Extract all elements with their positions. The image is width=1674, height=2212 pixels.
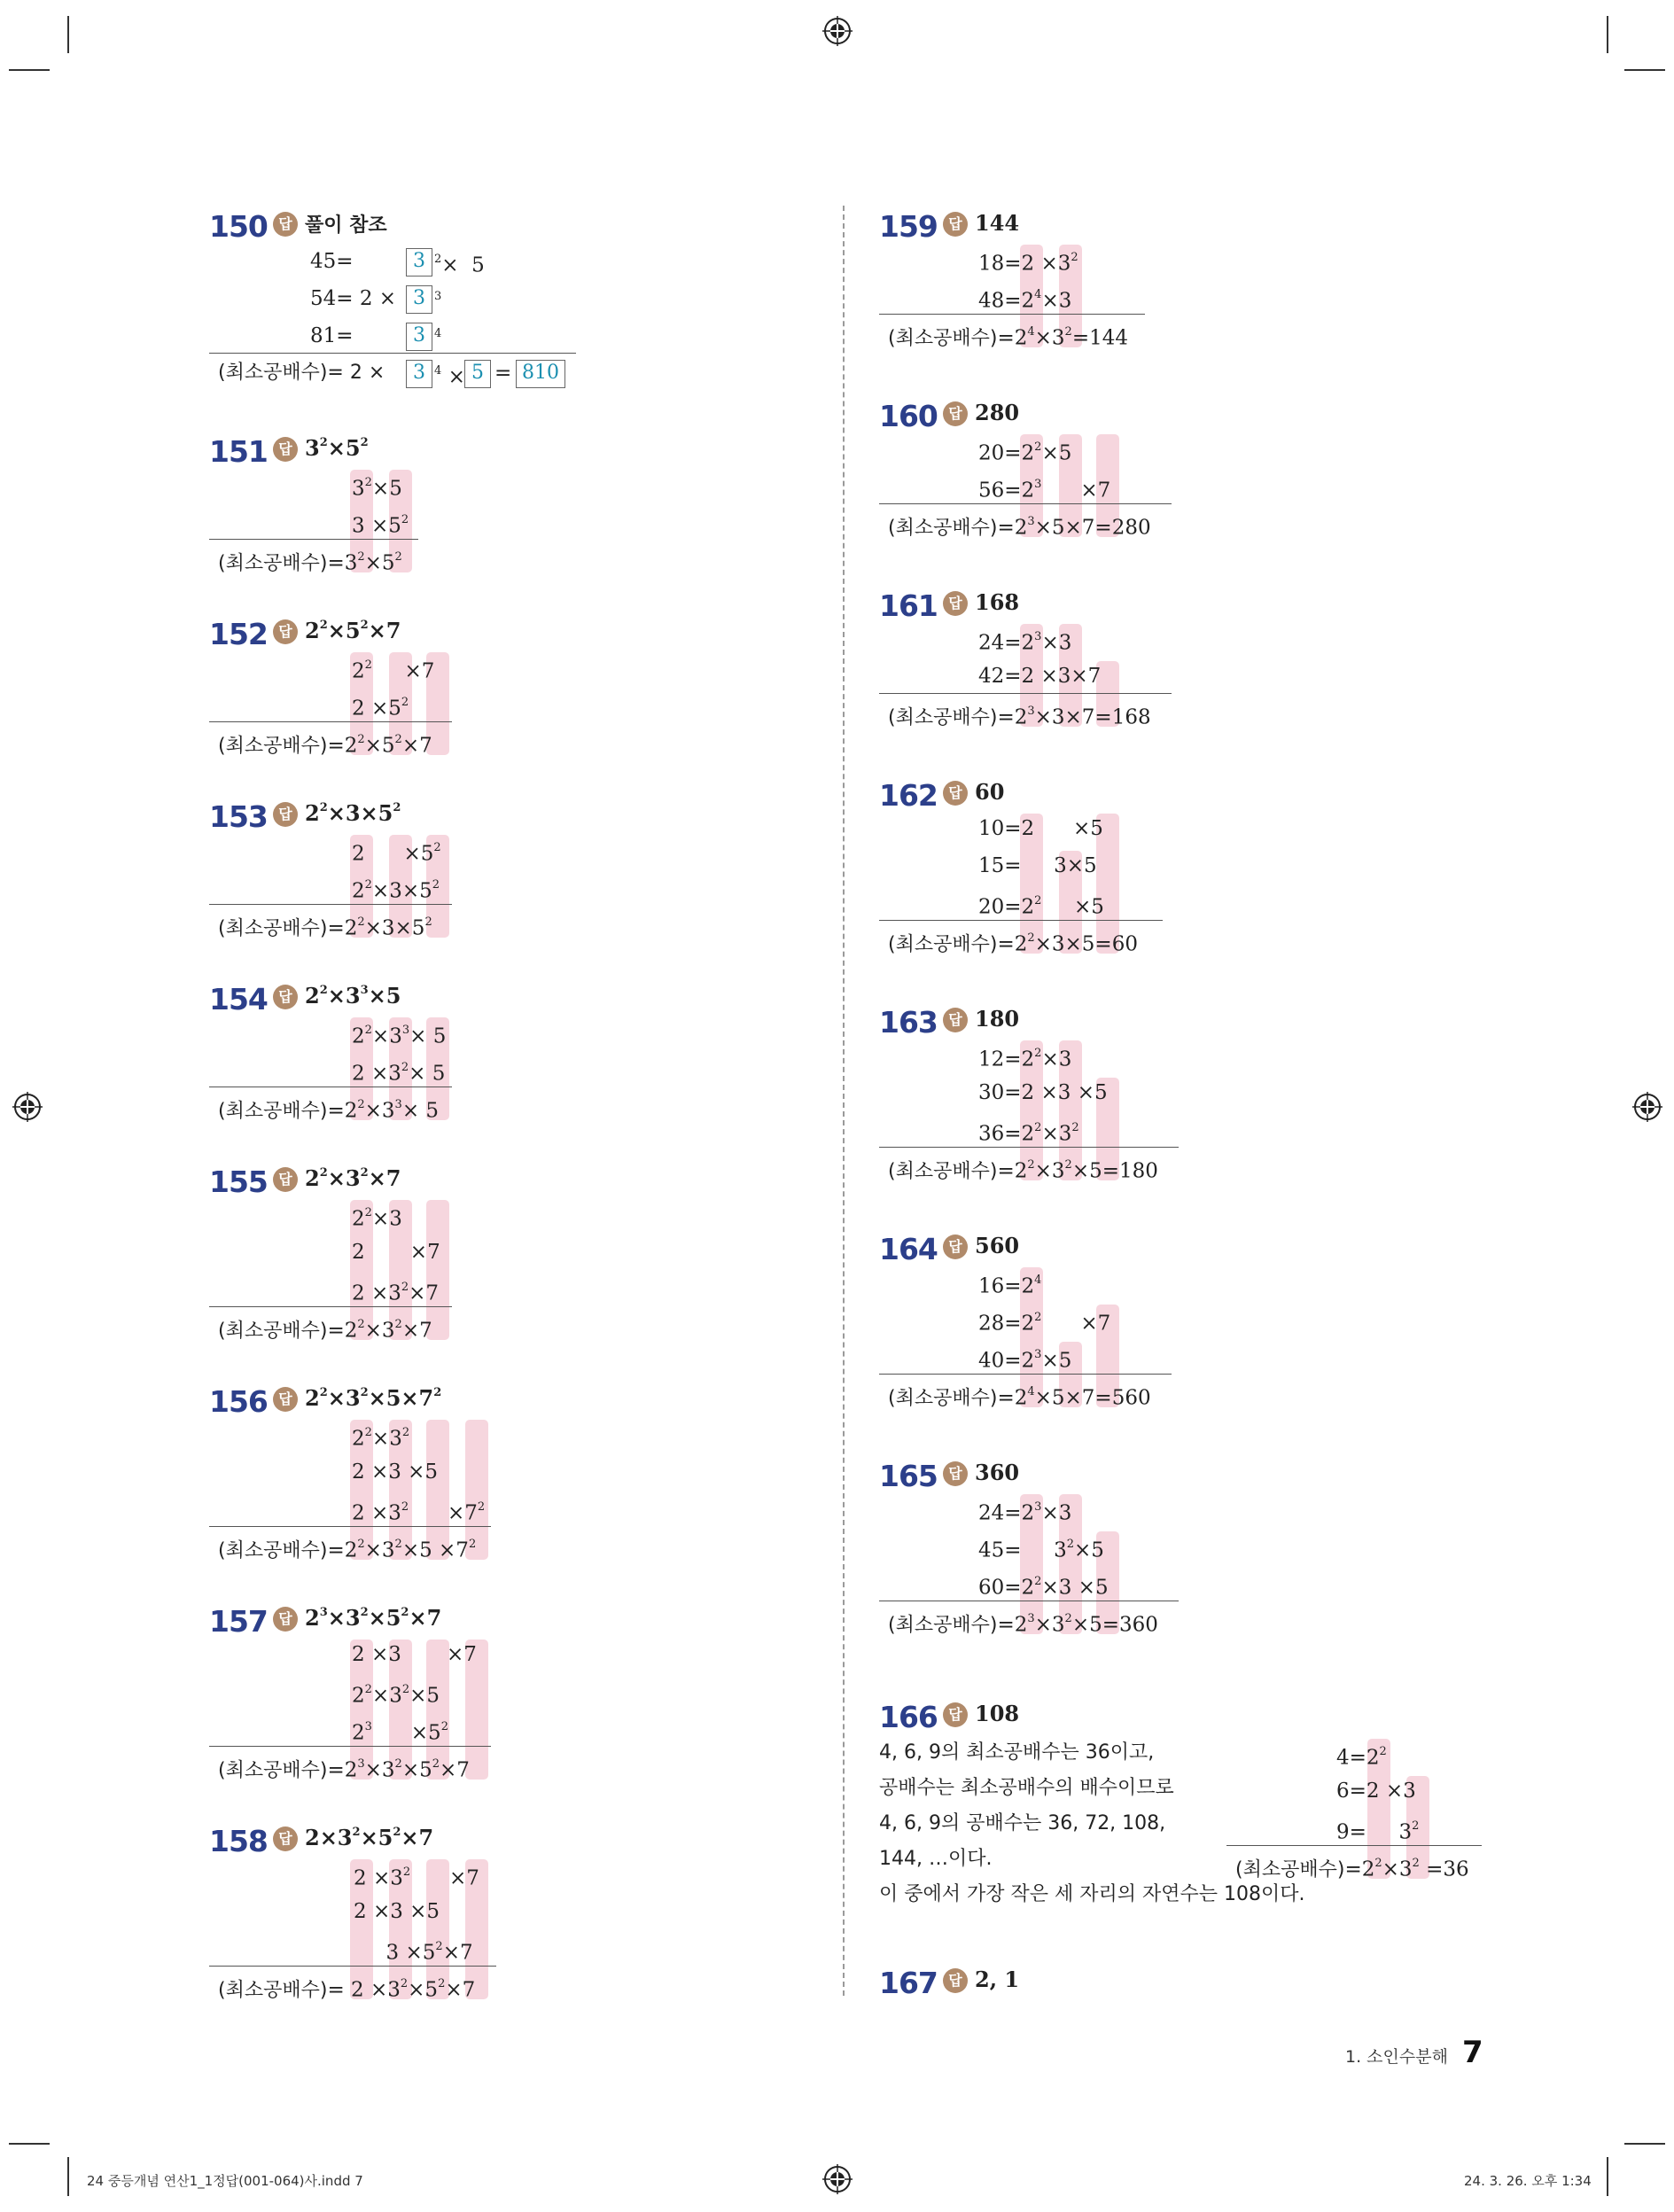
divider-line bbox=[209, 1526, 491, 1527]
page-number: 7 bbox=[1462, 2035, 1483, 2070]
lcm-line: (최소공배수)$=2^2\times 3^2 =36$ bbox=[1235, 1857, 1469, 1881]
factor-line: $2^2\times 3^2\times 5$ bbox=[352, 1683, 440, 1708]
factor-line: $28=2^2$ ×7 bbox=[978, 1311, 1111, 1336]
divider-line bbox=[879, 920, 1163, 921]
factor-line: $2^3$ $\times 5^2$ bbox=[352, 1720, 448, 1745]
factor-line: $2^2\times 3\times 5^2$ bbox=[352, 878, 440, 903]
answer-badge: 답 bbox=[273, 212, 298, 237]
factor-line: $2^2$ ×7 bbox=[352, 658, 435, 683]
answer-badge: 답 bbox=[273, 802, 298, 827]
lcm-label: (최소공배수) bbox=[888, 706, 998, 729]
divider-line bbox=[1226, 1845, 1482, 1846]
answer-text: 풀이 참조 bbox=[305, 214, 387, 237]
crop-mark bbox=[9, 69, 50, 71]
lcm-line: (최소공배수)$=2^4\times 3^2=144$ bbox=[888, 325, 1128, 350]
lcm-label: (최소공배수) bbox=[218, 735, 328, 758]
factor-line: 2 ×7 bbox=[352, 1241, 440, 1264]
crop-mark bbox=[9, 2143, 50, 2145]
factor-line: 42=2 ×3×7 bbox=[978, 665, 1102, 688]
problem-number: 152 bbox=[209, 617, 268, 651]
answer-badge: 답 bbox=[943, 1968, 968, 1993]
factor-line: $36=2^2\times 3^2$ bbox=[978, 1121, 1079, 1146]
lcm-line: (최소공배수)= 2 × bbox=[218, 362, 385, 384]
factor-line bbox=[310, 248, 354, 276]
explanation-line: 4, 6, 9의 공배수는 36, 72, 108, bbox=[879, 1812, 1166, 1834]
answer-text: 180 bbox=[975, 1006, 1020, 1032]
lcm-label: (최소공배수) bbox=[218, 1539, 328, 1562]
crop-mark bbox=[1624, 69, 1665, 71]
divider-line bbox=[209, 353, 576, 354]
column-divider bbox=[843, 206, 845, 1996]
crop-mark bbox=[1624, 2143, 1665, 2145]
lcm-line: (최소공배수)$=2^3\times 3^2\times 5=360$ bbox=[888, 1612, 1158, 1637]
factor-line: $2^2\times 3^3\times 5$ bbox=[352, 1024, 447, 1048]
factor-line: 2 ×3 ×7 bbox=[352, 1643, 477, 1666]
factor-line: $2 \times 3^2\times 5$ bbox=[352, 1061, 446, 1086]
factor-line: 10=2 ×5 bbox=[978, 817, 1103, 840]
problem-number: 166 bbox=[879, 1700, 938, 1734]
factor-line: $4=2^2$ bbox=[1336, 1745, 1387, 1770]
registration-mark-icon bbox=[822, 2164, 853, 2194]
answer-badge: 답 bbox=[943, 1461, 968, 1486]
answer-text: $2\times 3^2\times 5^2\times 7$ bbox=[305, 1825, 434, 1850]
lcm-label: (최소공배수) bbox=[888, 1387, 998, 1410]
answer-badge: 답 bbox=[273, 1607, 298, 1632]
answer-text: 168 bbox=[975, 589, 1020, 615]
problem-number: 162 bbox=[879, 778, 938, 813]
blank-box: 3 bbox=[406, 248, 432, 276]
lcm-label: (최소공배수) bbox=[888, 933, 998, 956]
answer-badge: 답 bbox=[943, 1008, 968, 1032]
divider-line bbox=[879, 1374, 1172, 1375]
divider-line bbox=[209, 904, 452, 905]
answer-badge: 답 bbox=[943, 781, 968, 806]
explanation-line: 144, …이다. bbox=[879, 1848, 993, 1870]
registration-mark-icon bbox=[1632, 1092, 1662, 1122]
crop-mark bbox=[67, 2157, 69, 2196]
factor-line: 3 bbox=[434, 290, 442, 303]
lcm-line: (최소공배수)$=2^2\times 3\times 5^2$ bbox=[218, 915, 432, 940]
factor-line: 6=2 ×3 bbox=[1336, 1780, 1416, 1803]
lcm-line: (최소공배수)$=2^3\times 3\times 7=168$ bbox=[888, 705, 1151, 729]
answer-badge: 답 bbox=[943, 591, 968, 616]
problem-number: 158 bbox=[209, 1824, 268, 1858]
factor-line: $^2$× 5 bbox=[434, 253, 485, 277]
problem-number: 150 bbox=[209, 209, 268, 244]
factor-line: $2^2\times 3$ bbox=[352, 1206, 402, 1231]
divider-line bbox=[879, 314, 1145, 315]
factor-line: 4 bbox=[434, 327, 442, 340]
factor-line: $16=2^4$ bbox=[978, 1273, 1042, 1298]
crop-mark bbox=[1607, 2157, 1608, 2196]
problem-number: 165 bbox=[879, 1459, 938, 1493]
factor-line: 15= 3×5 bbox=[978, 854, 1097, 877]
answer-badge: 답 bbox=[273, 437, 298, 462]
lcm-line: (최소공배수)$=2^3\times 5\times 7=280$ bbox=[888, 515, 1151, 540]
crop-mark bbox=[1607, 16, 1608, 53]
factor-line: $2 \times 3^2$ $\times 7^2$ bbox=[352, 1500, 486, 1525]
lcm-label: (최소공배수) bbox=[218, 1320, 328, 1343]
factor-line: 2 ×3 ×5 bbox=[352, 1460, 439, 1484]
problem-number: 160 bbox=[879, 399, 938, 433]
blank-box: 810 bbox=[516, 360, 565, 388]
problem-number: 164 bbox=[879, 1232, 938, 1266]
factor-line: $20=2^2\times 5$ bbox=[978, 440, 1072, 465]
divider-line bbox=[209, 1746, 491, 1747]
answer-badge: 답 bbox=[943, 1702, 968, 1727]
factor-line: 2 $\times 5^2$ bbox=[352, 841, 441, 866]
explanation-line: 4, 6, 9의 최소공배수는 36이고, bbox=[879, 1741, 1155, 1764]
lcm-label: (최소공배수) bbox=[218, 917, 328, 940]
answer-text: 60 bbox=[975, 779, 1005, 805]
lcm-line: (최소공배수)= $2 \times 3^2\times 5^2\times 7$ bbox=[218, 1977, 476, 2002]
factor-line: 9= $3^2$ bbox=[1336, 1819, 1420, 1844]
answer-text: 2, 1 bbox=[975, 1967, 1020, 1992]
problem-number: 154 bbox=[209, 982, 268, 1016]
answer-text: $2^2\times 3^2\times 7$ bbox=[305, 1165, 401, 1191]
factor-line: = bbox=[494, 362, 512, 385]
lcm-label: (최소공배수) bbox=[1235, 1858, 1345, 1881]
lcm-line: (최소공배수)$=2^2\times 3^2\times 5 \times 7^2$ bbox=[218, 1538, 477, 1562]
lcm-line: (최소공배수)$=2^2\times 3^2\times 7$ bbox=[218, 1318, 432, 1343]
factor-line: $56=2^3$ ×7 bbox=[978, 478, 1111, 502]
answer-badge: 답 bbox=[943, 401, 968, 426]
factor-line: $2 \times 3^2$ ×7 bbox=[354, 1865, 479, 1890]
answer-badge: 답 bbox=[943, 1235, 968, 1259]
factor-label: 45= bbox=[310, 250, 354, 273]
factor-label: 81= bbox=[310, 324, 354, 347]
factor-line: $2 \times 5^2$ bbox=[352, 696, 409, 720]
divider-line bbox=[879, 503, 1172, 504]
divider-line bbox=[209, 1966, 496, 1967]
factor-line: $3 \times 5^2$ bbox=[352, 513, 409, 538]
answer-text: $2^3\times 3^2\times 5^2\times 7$ bbox=[305, 1605, 442, 1631]
factor-line: $2^2\times 3^2$ bbox=[352, 1426, 410, 1451]
lcm-label: (최소공배수) bbox=[218, 1759, 328, 1782]
registration-mark-icon bbox=[822, 16, 853, 46]
factor-line: $24=2^3\times 3$ bbox=[978, 630, 1072, 655]
lcm-label: (최소공배수) bbox=[218, 552, 328, 575]
problem-number: 156 bbox=[209, 1384, 268, 1419]
factor-line: $^4$ × bbox=[434, 364, 465, 389]
answer-text: $2^2\times 3\times 5^2$ bbox=[305, 800, 401, 826]
problem-number: 167 bbox=[879, 1966, 938, 2000]
factor-line: $48=2^4\times 3$ bbox=[978, 288, 1072, 313]
print-timestamp: 24. 3. 26. 오후 1:34 bbox=[1464, 2173, 1592, 2189]
answer-badge: 답 bbox=[273, 1387, 298, 1412]
lcm-label: (최소공배수) bbox=[888, 1614, 998, 1637]
blank-box: 3 bbox=[406, 285, 432, 314]
registration-mark-icon bbox=[12, 1092, 43, 1122]
problem-number: 161 bbox=[879, 588, 938, 623]
factor-line: $3 \times 5^2\times 7$ bbox=[354, 1940, 473, 1965]
problem-number: 163 bbox=[879, 1005, 938, 1040]
divider-line bbox=[209, 1306, 452, 1307]
lcm-line: (최소공배수)$=2^2\times 3^2\times 5=180$ bbox=[888, 1158, 1158, 1183]
chapter-label: 1. 소인수분해 bbox=[1345, 2047, 1448, 2067]
answer-text: $2^2\times 5^2\times 7$ bbox=[305, 618, 401, 643]
factor-line: $40=2^3\times 5$ bbox=[978, 1348, 1072, 1373]
answer-text: 560 bbox=[975, 1233, 1020, 1258]
file-slug: 24 중등개념 연산1_1정답(001-064)사.indd 7 bbox=[87, 2173, 363, 2189]
factor-line: 30=2 ×3 ×5 bbox=[978, 1081, 1108, 1104]
answer-text: $3^2\times 5^2$ bbox=[305, 435, 369, 461]
factor-line: $60=2^2\times 3 \times 5$ bbox=[978, 1575, 1109, 1600]
crop-mark bbox=[67, 16, 69, 53]
answer-badge: 답 bbox=[273, 1167, 298, 1192]
divider-line bbox=[209, 721, 452, 722]
factor-label: 54= 2 × bbox=[310, 287, 397, 310]
answer-text: 108 bbox=[975, 1701, 1020, 1726]
answer-badge: 답 bbox=[943, 212, 968, 237]
problem-number: 153 bbox=[209, 799, 268, 834]
problem-number: 157 bbox=[209, 1604, 268, 1639]
lcm-label: (최소공배수) bbox=[888, 1160, 998, 1183]
lcm-line: (최소공배수)$=2^2\times 3^3\times 5$ bbox=[218, 1098, 440, 1123]
answer-badge: 답 bbox=[273, 1826, 298, 1851]
factor-line: $24=2^3\times 3$ bbox=[978, 1500, 1072, 1525]
factor-line: $2 \times 3^2\times 7$ bbox=[352, 1281, 440, 1305]
answer-badge: 답 bbox=[273, 619, 298, 644]
lcm-line: (최소공배수)$=2^2\times 5^2\times 7$ bbox=[218, 733, 432, 758]
lcm-label: (최소공배수) bbox=[888, 517, 998, 540]
factor-line: $18=2 \times 3^2$ bbox=[978, 251, 1078, 276]
lcm-label: (최소공배수) bbox=[218, 1979, 328, 2002]
explanation-line: 이 중에서 가장 작은 세 자리의 자연수는 108이다. bbox=[879, 1883, 1305, 1905]
lcm-line: (최소공배수)$=2^3\times 3^2\times 5^2\times 7$ bbox=[218, 1757, 470, 1782]
answer-text: 280 bbox=[975, 400, 1020, 425]
lcm-label: (최소공배수) bbox=[888, 327, 998, 350]
problem-number: 151 bbox=[209, 434, 268, 469]
divider-line bbox=[879, 693, 1172, 694]
lcm-label: (최소공배수) bbox=[218, 1100, 328, 1123]
answer-text: 144 bbox=[975, 210, 1020, 236]
factor-line: $3^2\times 5$ bbox=[352, 476, 402, 501]
lcm-line: (최소공배수)$=2^4\times 5\times 7=560$ bbox=[888, 1385, 1151, 1410]
blank-box: 3 bbox=[406, 323, 432, 351]
answer-text: $2^2\times 3^3\times 5$ bbox=[305, 983, 401, 1009]
answer-text: $2^2\times 3^2\times 5\times 7^2$ bbox=[305, 1385, 442, 1411]
blank-box: 3 bbox=[406, 360, 432, 388]
lcm-line: (최소공배수)$=3^2\times 5^2$ bbox=[218, 550, 402, 575]
answer-text: 360 bbox=[975, 1460, 1020, 1485]
divider-line bbox=[879, 1147, 1179, 1148]
factor-line bbox=[310, 323, 354, 351]
factor-line: $12=2^2\times 3$ bbox=[978, 1047, 1072, 1071]
problem-number: 159 bbox=[879, 209, 938, 244]
factor-line: 2 ×3 ×5 bbox=[354, 1900, 440, 1923]
divider-line bbox=[209, 539, 418, 540]
answer-badge: 답 bbox=[273, 985, 298, 1009]
lcm-line: (최소공배수)$=2^2\times 3\times 5=60$ bbox=[888, 931, 1138, 956]
blank-box: 5 bbox=[464, 360, 491, 388]
explanation-line: 공배수는 최소공배수의 배수이므로 bbox=[879, 1777, 1174, 1799]
problem-number: 155 bbox=[209, 1164, 268, 1199]
factor-line bbox=[310, 285, 396, 314]
factor-line: $20=2^2$ ×5 bbox=[978, 894, 1104, 919]
factor-line: 45= $3^2\times 5$ bbox=[978, 1538, 1104, 1562]
